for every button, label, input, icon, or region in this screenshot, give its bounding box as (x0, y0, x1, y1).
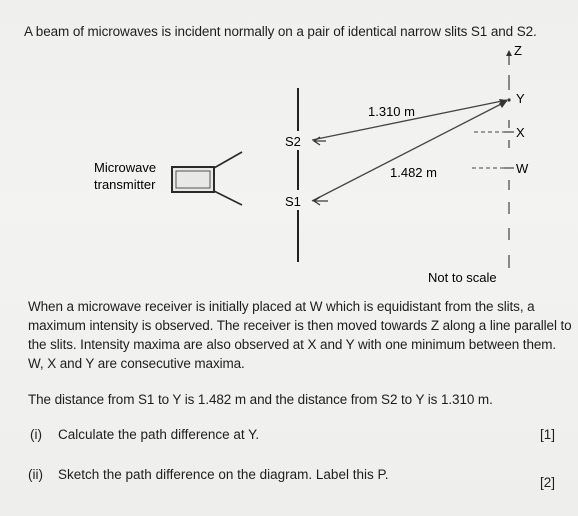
horn-upper-line (214, 152, 242, 168)
transmitter-label-2: transmitter (94, 177, 156, 192)
point-x-label: X (516, 125, 525, 140)
slit-s1-label: S1 (285, 194, 301, 209)
slit-s2-label: S2 (285, 134, 301, 149)
distance-s2-y: 1.310 m (368, 104, 415, 119)
paragraph-setup: When a microwave receiver is initially placed at W which is equidistant from the slits, a maximum intensity is observed. The receiver is then moved towards Z along a line parallel to the slits. Intensity maxima are also observed at X and Y with one minimum between them. W, X and Y are consecutive maxima. (28, 299, 572, 371)
paragraph-distances: The distance from S1 to Y is 1.482 m and the distance from S2 to Y is 1.310 m. (28, 392, 493, 407)
question-i-text: Calculate the path difference at Y. (58, 427, 260, 442)
question-i-marks: [1] (540, 427, 556, 442)
question-ii-text: Sketch the path difference on the diagram. Label this P. (58, 467, 389, 482)
horn-lower-line (214, 191, 242, 205)
distance-s1-y: 1.482 m (390, 165, 437, 180)
question-ii-number: (ii) (28, 467, 43, 482)
point-y-label: Y (516, 91, 525, 106)
point-z-label: Z (514, 43, 522, 58)
point-y-dot (507, 98, 510, 101)
question-ii-marks: [2] (540, 475, 556, 490)
point-w-label: W (516, 161, 529, 176)
transmitter-label-1: Microwave (94, 160, 157, 175)
intro-text: A beam of microwaves is incident normally on a pair of identical narrow slits S1 and S2. (24, 24, 537, 39)
question-i-number: (i) (30, 427, 42, 442)
not-to-scale-note: Not to scale (428, 270, 497, 285)
